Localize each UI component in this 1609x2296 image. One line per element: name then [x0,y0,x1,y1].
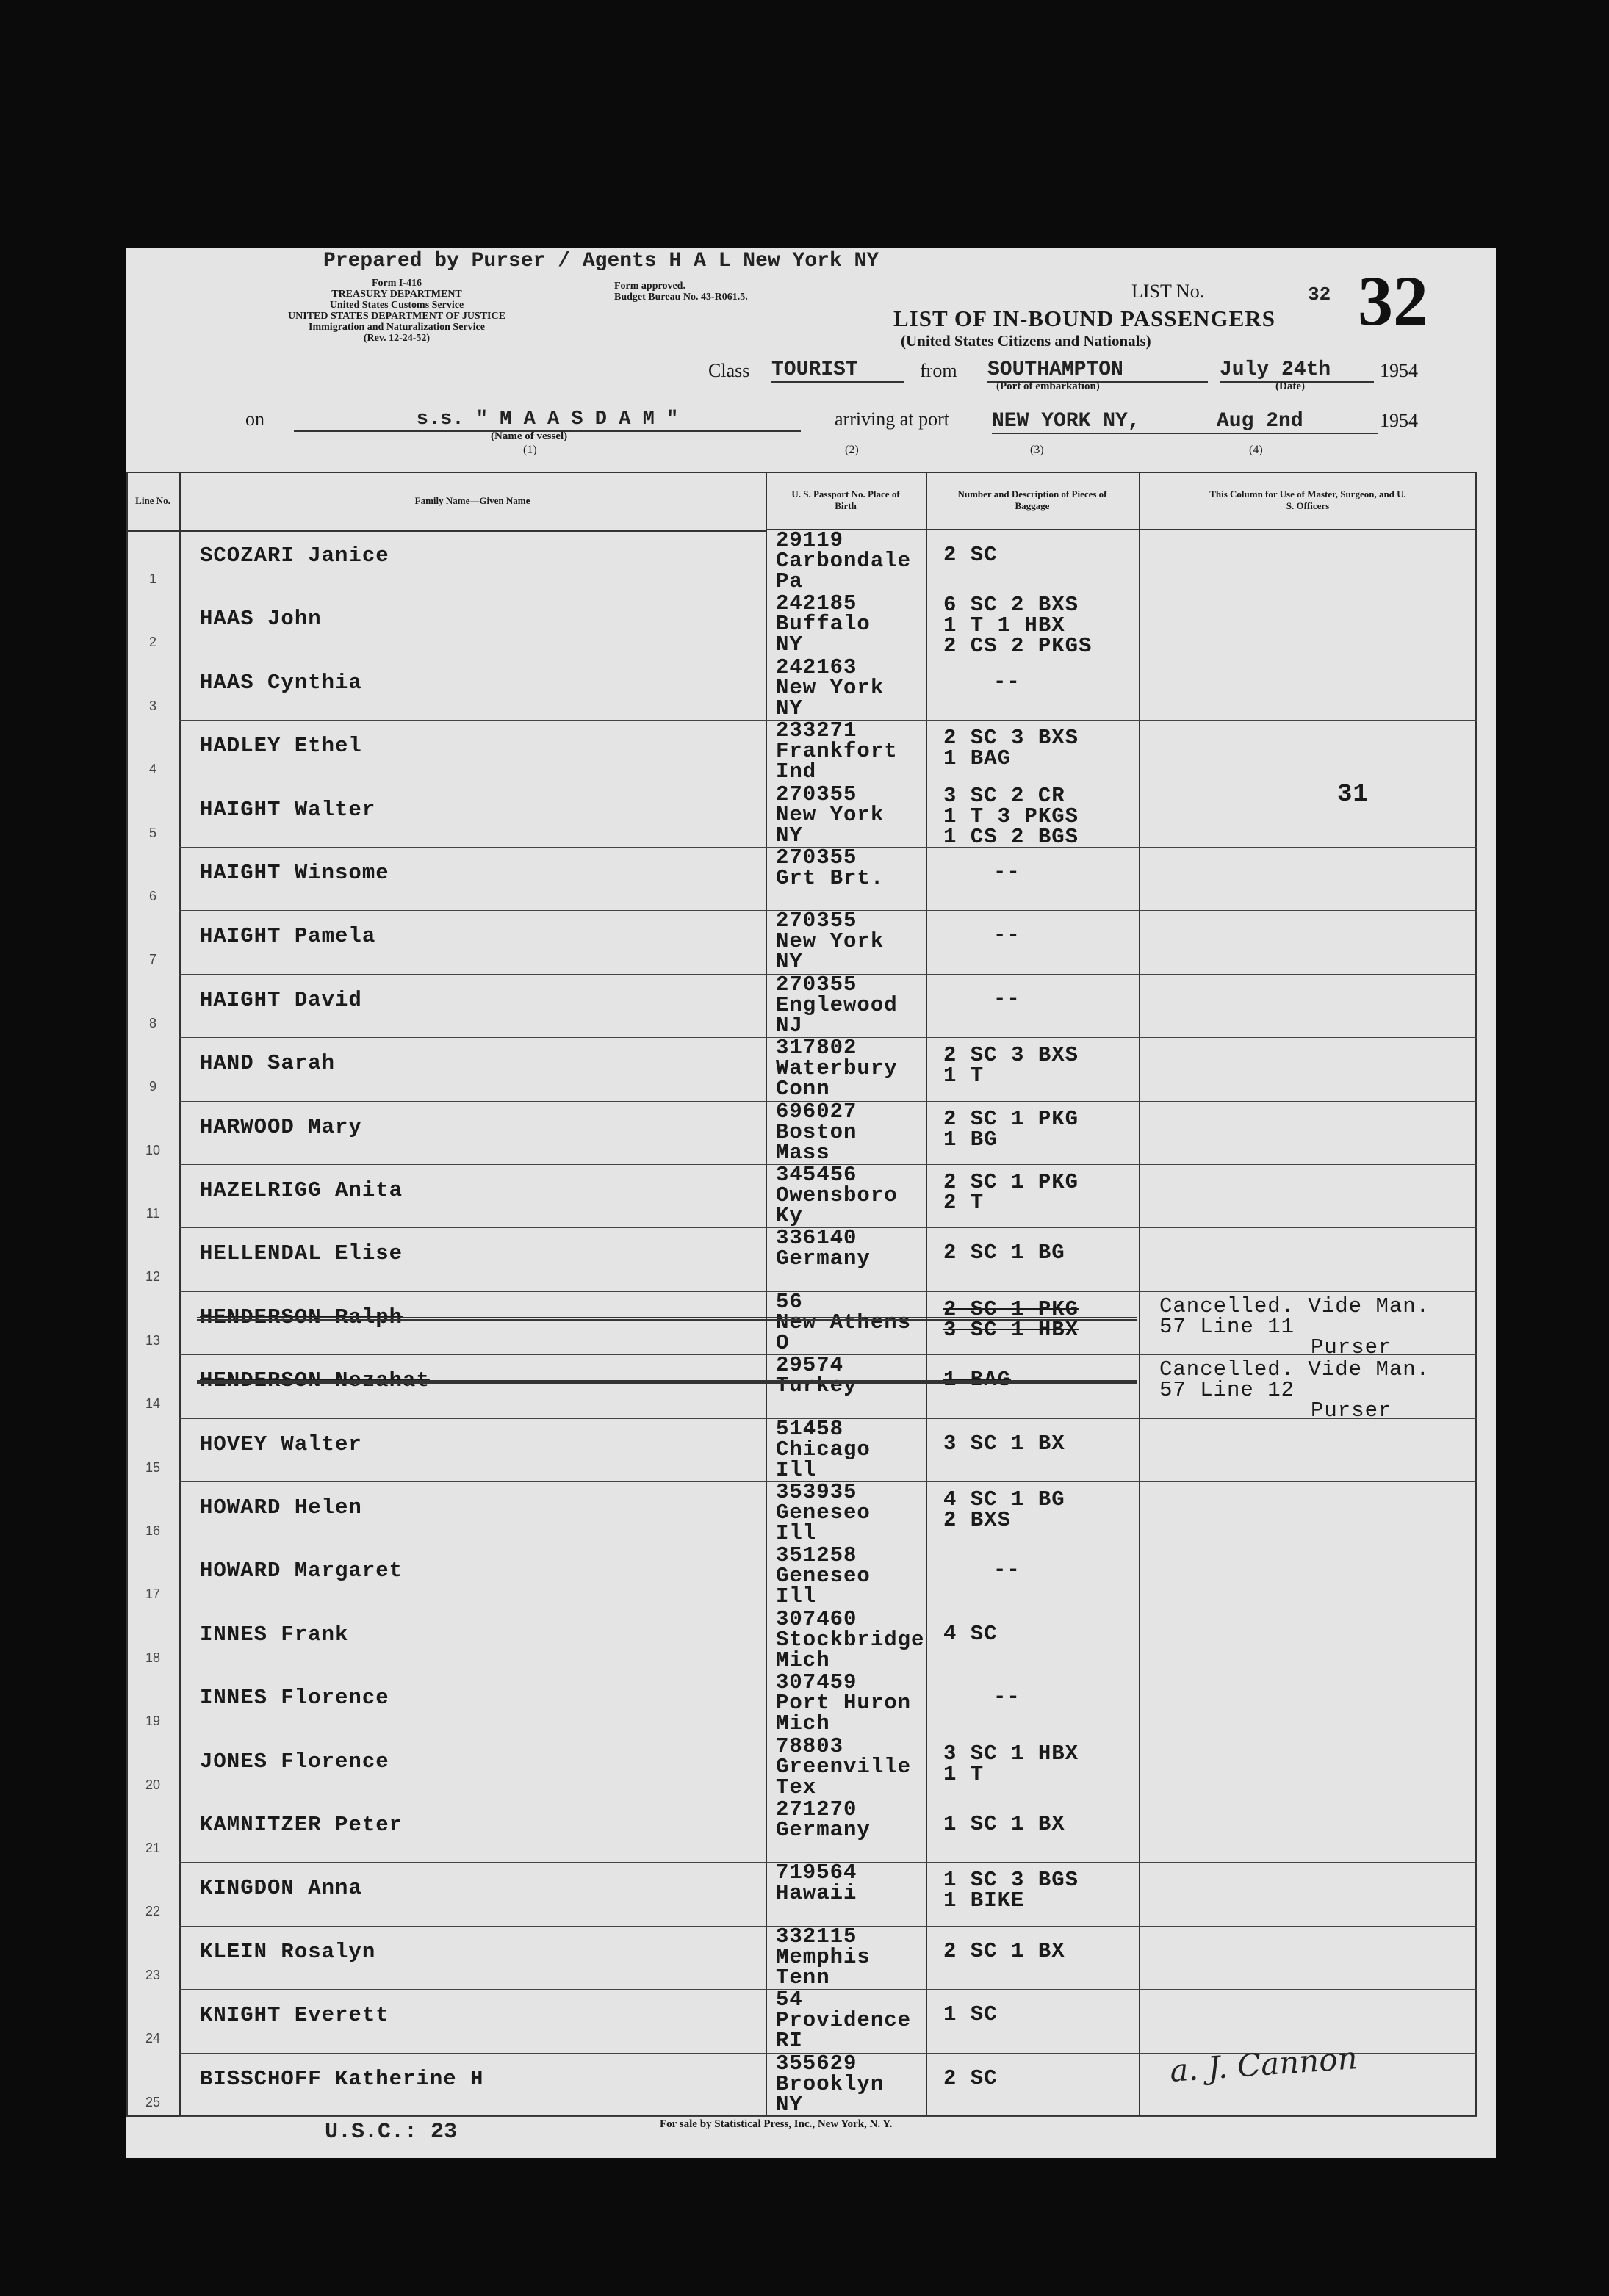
line-number: 12 [145,1269,161,1285]
passenger-name: HENDERSON Ralph [200,1304,403,1329]
baggage-line: 1 BAG [943,1368,1012,1393]
passport-cell [776,1482,871,1544]
baggage-cell [943,1106,1079,1152]
column-number-1: (1) [523,444,537,456]
baggage-cell [943,1431,1065,1456]
passport-number: 242185 [776,591,857,616]
table-row [126,1165,1477,1228]
line-number: 2 [148,635,156,650]
passenger-name: KNIGHT Everett [200,2003,389,2028]
table-row [126,1860,1477,1926]
passport-cell [776,1733,912,1799]
row-rule [179,2116,1477,2117]
passport-cell [776,781,885,848]
passport-number: 307459 [776,1670,857,1695]
passport-cell [776,1672,911,1734]
passport-number: 29119 [776,528,844,552]
passport-cell [776,2051,885,2117]
table-row [126,593,1477,657]
passenger-name: KAMNITZER Peter [200,1813,403,1837]
passport-number: 29574 [776,1353,844,1378]
date-caption: (Date) [1275,380,1305,392]
header-line-no: Line No. [126,472,179,532]
officer-note-line: Cancelled. Vide Man. [1159,1293,1430,1318]
passenger-name: HAAS Cynthia [200,670,362,695]
place-of-birth: Brooklyn [776,2071,885,2096]
departure-date: July 24th [1220,358,1374,383]
officer-note [1337,780,1369,809]
place-of-birth: Providence [776,2008,912,2033]
passport-number: 355629 [776,2051,857,2076]
passenger-name: HAIGHT David [200,987,362,1012]
place-of-birth: Conn [776,1077,830,1102]
passport-cell [776,1355,857,1396]
place-of-birth: Boston [776,1119,857,1144]
place-of-birth: NY [776,950,803,975]
place-of-birth: New York [776,802,885,827]
line-number: 20 [145,1777,161,1792]
baggage-line: 1 BAG [943,746,1012,771]
passport-cell [776,1924,871,1990]
baggage-line: 3 SC 1 BX [943,1431,1065,1456]
baggage-cell [993,925,1021,946]
form-line: Form I-416 [371,278,422,289]
line-number: 13 [145,1332,161,1348]
place-of-birth: Geneseo [776,1564,871,1589]
baggage-cell [993,862,1021,883]
table-row [126,780,1477,849]
passport-number: 336140 [776,1226,857,1251]
place-of-birth: Hawaii [776,1881,857,1906]
baggage-cell [943,1043,1079,1089]
baggage-line: -- [993,986,1021,1011]
usc-count: U.S.C.: 23 [325,2120,458,2145]
line-number: 3 [148,698,156,713]
baggage-line: 3 SC 1 HBX [943,1317,1079,1342]
baggage-cell [993,986,1021,1011]
line-number: 18 [145,1650,161,1665]
officer-note-line: 57 Line 11 [1159,1314,1295,1339]
passport-number: 351258 [776,1543,857,1568]
table-row [126,1289,1477,1360]
passport-cell [776,1988,912,2054]
passport-cell [776,1038,898,1100]
header-officers: This Column for Use of Master, Surgeon, and U. S. Officers [1139,472,1477,530]
table-row [126,1353,1477,1423]
prepared-by: Prepared by Purser / Agents H A L New York NY [323,250,879,272]
passport-cell [776,1799,871,1841]
vessel-name: s.s. " M A A S D A M " [294,408,801,432]
baggage-line: -- [993,669,1021,694]
form-approved-line: Form approved. [614,281,685,292]
passenger-name: INNES Frank [200,1622,349,1647]
officer-note [1159,1357,1430,1423]
form-id-block [250,278,544,344]
place-of-birth: Stockbridge [776,1627,925,1652]
passenger-name: HAND Sarah [200,1051,336,1076]
place-of-birth: Mich [776,1711,830,1736]
baggage-cell [993,1560,1021,1581]
class-value: TOURIST [771,358,904,383]
baggage-cell [943,1870,1079,1911]
baggage-line: 1 T [943,1761,985,1786]
line-number: 19 [145,1714,161,1729]
passport-number: 696027 [776,1099,857,1124]
place-of-birth: Grt Brt. [776,866,885,890]
table-row [126,1545,1477,1609]
place-of-birth: Turkey [776,1373,857,1398]
baggage-line: 2 SC 1 BX [943,1938,1065,1963]
line-number: 24 [145,2031,161,2046]
place-of-birth: Ind [776,759,817,784]
place-of-birth: RI [776,2029,803,2054]
place-of-birth: Geneseo [776,1501,871,1525]
place-of-birth: NY [776,2092,803,2117]
table-row [126,972,1477,1038]
line-number: 10 [145,1142,161,1158]
arrival-port: NEW YORK NY, [992,410,1205,434]
line-number: 22 [145,1904,161,1919]
place-of-birth: Greenville [776,1754,912,1779]
place-of-birth: New York [776,675,885,700]
passenger-name: HAZELRIGG Anita [200,1178,403,1202]
passenger-name: KLEIN Rosalyn [200,1939,376,1964]
officer-note-line: Purser [1311,1398,1392,1423]
baggage-line: 3 SC 1 HBX [943,1741,1079,1766]
form-subtitle: (United States Citizens and Nationals) [901,332,1151,350]
passport-number: 307460 [776,1606,857,1631]
baggage-cell [943,728,1079,769]
table-row [126,1416,1477,1482]
table-row [126,718,1477,784]
from-value: SOUTHAMPTON [987,358,1208,383]
form-line: UNITED STATES DEPARTMENT OF JUSTICE [288,311,505,322]
officer-note-line: Purser [1311,1335,1392,1360]
place-of-birth: Tenn [776,1965,830,1990]
baggage-line: -- [993,860,1021,884]
column-number-3: (3) [1030,444,1044,456]
table-row [126,1924,1477,1990]
place-of-birth: Germany [776,1818,871,1842]
passenger-name: HAIGHT Walter [200,797,376,822]
table-row [126,1733,1477,1799]
table-row [126,911,1477,974]
baggage-cell [943,783,1079,849]
table-row [126,530,1477,593]
line-number: 15 [145,1459,161,1475]
line-number: 1 [148,571,156,586]
passport-number: 719564 [776,1860,857,1885]
line-number: 4 [148,762,156,777]
place-of-birth: Memphis [776,1944,871,1969]
passport-cell [776,1099,857,1165]
place-of-birth: Tex [776,1775,817,1799]
passenger-name: KINGDON Anna [200,1876,362,1901]
place-of-birth: NY [776,823,803,848]
baggage-cell [943,545,998,566]
baggage-line: 2 SC 1 PKG [943,1106,1079,1131]
cancel-strikeline [197,1317,1137,1321]
place-of-birth: Ky [776,1204,803,1228]
place-of-birth: New Athens [776,1310,912,1335]
baggage-line: 1 SC 3 BGS [943,1868,1079,1893]
baggage-line: 1 T [943,1064,985,1089]
passenger-name: HAAS John [200,607,322,632]
passport-cell [776,1289,912,1355]
line-number: 21 [145,1841,161,1855]
officer-note [1159,1293,1430,1360]
place-of-birth: Carbondale [776,549,912,573]
passenger-name: HAIGHT Pamela [200,924,376,949]
line-number: 9 [148,1079,156,1094]
class-label: Class [708,360,750,381]
passport-number: 270355 [776,781,857,806]
passenger-name: HENDERSON Nezahat [200,1368,430,1393]
signature: a. J. Cannon [1168,2040,1359,2089]
passport-number: 345456 [776,1163,857,1187]
list-no-stamp: 32 [1358,261,1428,340]
passport-number: 271270 [776,1797,857,1822]
baggage-line: 1 SC 1 BX [943,1812,1065,1836]
passenger-name: HADLEY Ethel [200,734,362,759]
column-number-4: (4) [1249,444,1263,456]
baggage-line: 2 SC 1 BG [943,1241,1065,1266]
baggage-cell [943,2065,998,2090]
passport-cell [776,530,911,592]
baggage-cell [943,1172,1079,1213]
baggage-line: 2 T [943,1191,985,1215]
on-label: on [245,408,264,430]
passport-cell [776,593,871,655]
line-number: 23 [145,1967,161,1982]
place-of-birth: Buffalo [776,612,871,637]
baggage-line: 4 SC [943,1621,998,1646]
passport-cell [776,1416,871,1482]
place-of-birth: NJ [776,1013,803,1038]
passport-number: 78803 [776,1733,844,1758]
table-row [126,1799,1477,1863]
baggage-cell [943,1487,1065,1532]
baggage-line: 6 SC 2 BXS [943,593,1079,618]
arriving-label: arriving at port [835,408,949,430]
baggage-line: 2 SC 3 BXS [943,726,1079,751]
passenger-name: BISSCHOFF Katherine H [200,2066,484,2091]
place-of-birth: Mich [776,1647,830,1672]
place-of-birth: Ill [776,1521,817,1545]
officer-note-line: Cancelled. Vide Man. [1159,1357,1430,1382]
place-of-birth: New York [776,929,885,954]
passenger-name: HOWARD Margaret [200,1559,403,1584]
passport-cell [776,845,885,890]
baggage-line: 2 BXS [943,1508,1012,1532]
passport-cell [776,909,885,975]
baggage-line: 2 CS 2 PKGS [943,634,1093,659]
table-row [126,654,1477,721]
passenger-name: HAIGHT Winsome [200,861,389,885]
line-number: 11 [145,1206,160,1221]
line-number: 16 [145,1523,161,1538]
baggage-cell [993,669,1021,694]
table-row [126,1990,1477,2053]
table-row [126,1482,1477,1545]
baggage-line: 2 SC 3 BXS [943,1043,1079,1068]
arrival-date: Aug 2nd [1202,410,1378,434]
baggage-cell [943,1814,1065,1835]
form-line: United States Customs Service [329,300,464,311]
line-number: 14 [145,1396,161,1412]
baggage-line: 2 SC [943,543,998,567]
baggage-cell [943,1741,1079,1786]
printer-note: For sale by Statistical Press, Inc., New York, N. Y. [660,2118,893,2130]
officer-note-line: 57 Line 12 [1159,1378,1295,1403]
passport-cell [776,1545,871,1607]
baggage-cell [943,1621,998,1646]
table-row [126,1228,1477,1291]
passenger-name: JONES Florence [200,1749,389,1774]
form-line: TREASURY DEPARTMENT [331,289,462,300]
passport-number: 233271 [776,718,857,743]
port-caption: (Port of embarkation) [996,380,1100,392]
passenger-name: SCOZARI Janice [200,544,389,568]
passport-cell [776,972,898,1038]
passenger-name: HOVEY Walter [200,1432,362,1456]
cancel-strikeline [197,1380,1137,1384]
baggage-line: 2 SC 1 PKG [943,1296,1079,1321]
baggage-line: 2 SC 1 PKG [943,1170,1079,1194]
line-number: 5 [148,825,156,840]
baggage-line: 1 SC [943,2002,998,2027]
form-approved-line: Budget Bureau No. 43-R061.5. [614,292,748,303]
passport-cell [776,1228,871,1269]
baggage-cell [943,2004,998,2025]
table-row [126,1099,1477,1165]
place-of-birth: O [776,1330,790,1355]
passport-cell [776,1165,898,1227]
baggage-line: -- [993,1685,1021,1710]
baggage-line: 1 T 3 PKGS [943,804,1079,828]
table-row [126,845,1477,911]
table-row [126,1038,1477,1101]
line-number: 25 [145,2094,161,2109]
place-of-birth: Chicago [776,1437,871,1462]
baggage-line: -- [993,1558,1021,1583]
header-passport: U. S. Passport No. Place of Birth [766,472,926,530]
baggage-cell [943,595,1092,657]
year-arrival: 1954 [1380,410,1418,431]
passport-cell [776,1860,857,1906]
place-of-birth: NY [776,632,803,657]
list-no-typed: 32 [1308,284,1331,306]
baggage-line: 3 SC 2 CR [943,783,1065,808]
form-line: (Rev. 12-24-52) [363,333,431,344]
passport-cell [776,1606,925,1672]
place-of-birth: Mass [776,1140,830,1165]
passport-number: 54 [776,1988,803,2012]
passenger-name: HARWOOD Mary [200,1114,362,1139]
officer-note-line: 31 [1337,780,1369,809]
place-of-birth: Englewood [776,992,898,1017]
passport-number: 56 [776,1289,803,1314]
baggage-cell [943,1241,1065,1266]
baggage-line: 2 SC [943,2065,998,2090]
baggage-line: 1 BIKE [943,1888,1025,1913]
line-number: 7 [148,952,156,967]
passport-number: 51458 [776,1416,844,1441]
line-number: 17 [145,1586,161,1602]
header-name: Family Name—Given Name [179,472,766,532]
passenger-table [126,472,1477,2117]
passport-number: 270355 [776,845,857,870]
place-of-birth: Ill [776,1457,817,1482]
table-row [126,1672,1477,1736]
place-of-birth: Pa [776,569,803,593]
table-row [126,1606,1477,1672]
baggage-cell [943,1938,1065,1963]
passport-cell [776,654,885,721]
passport-number: 332115 [776,1924,857,1949]
passenger-name: HOWARD Helen [200,1495,362,1520]
passport-number: 270355 [776,972,857,997]
from-label: from [920,360,957,381]
form-title: LIST OF IN-BOUND PASSENGERS [893,306,1275,331]
baggage-cell [993,1687,1021,1708]
column-number-2: (2) [845,444,859,456]
passport-number: 270355 [776,909,857,934]
passenger-name: HELLENDAL Elise [200,1241,403,1266]
year-departure: 1954 [1380,360,1418,381]
place-of-birth: Germany [776,1246,871,1271]
baggage-line: 4 SC 1 BG [943,1487,1065,1512]
place-of-birth: Ill [776,1584,817,1609]
form-line: Immigration and Naturalization Service [309,322,485,333]
header-baggage: Number and Description of Pieces of Baggage [926,472,1139,530]
baggage-line: 1 T 1 HBX [943,613,1065,638]
line-number: 8 [148,1015,156,1030]
place-of-birth: Port Huron [776,1691,912,1716]
place-of-birth: Waterbury [776,1056,898,1081]
place-of-birth: Owensboro [776,1183,898,1207]
baggage-line: 1 BG [943,1127,998,1152]
line-number: 6 [148,889,156,903]
form-approved [614,281,748,303]
passport-cell [776,718,898,784]
passport-number: 353935 [776,1480,857,1504]
baggage-line: 1 CS 2 BGS [943,824,1079,849]
baggage-line: -- [993,923,1021,948]
list-no-label: LIST No. [1131,281,1205,302]
vessel-caption: (Name of vessel) [491,430,568,442]
passport-number: 317802 [776,1036,857,1061]
place-of-birth: Frankfort [776,739,898,764]
passport-number: 242163 [776,654,857,679]
place-of-birth: NY [776,696,803,721]
passenger-name: INNES Florence [200,1686,389,1711]
